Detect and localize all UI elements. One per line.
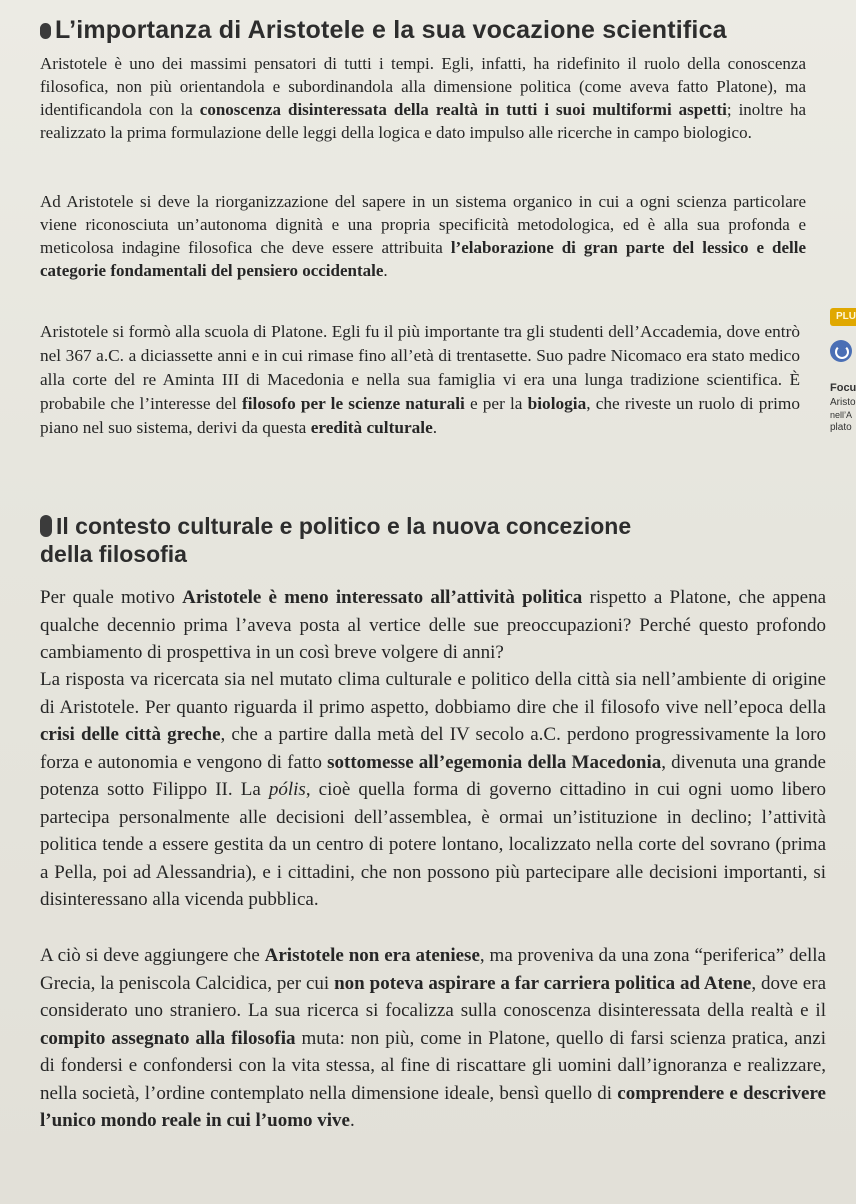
sidebar-focus-label: Focu [830,382,856,394]
text-run: , divenuta una grande potenza sotto Filippo II. La [40,751,826,800]
sidebar-line: Aristo [830,397,856,408]
text-run: Per quale motivo [40,587,183,608]
text-run: , dove era considerato uno straniero. La sua ricerca si focalizza sulla conoscenza disinteressata della realtà e il [40,972,826,1021]
bold-run: filosofo per le scienze naturali [241,394,465,413]
paragraph-origin [40,942,826,1135]
bold-run: l’elaborazione di gran parte del lessico e delle categorie fondamentali del pensiero occidentale [40,238,806,280]
sidebar-margin-note [820,300,856,520]
bold-run: biologia [527,394,587,413]
plus-badge: PLU [830,308,856,326]
section-title-text: L’importanza di Aristotele e la sua vocazione scientifica [55,16,727,44]
bold-run: sottomesse all’egemonia della Macedonia [327,751,662,773]
sidebar-line: nell’A [830,410,853,420]
text-run: , che riveste un ruolo di primo piano nel suo sistema, derivi da questa [40,394,800,437]
text-run: , che a partire dalla metà del IV secolo a.C. perdono progressivamente la loro forza e autonomia e vengono di fatto [40,724,826,773]
text-run: , cioè quella forma di governo cittadino in cui ogni uomo libero partecipa personalmente alle decisioni dell’assemblea, è ormai un’istituzione in declino; l’attività politica tende a essere gestita da un centro di potere lontano, localizzato nella corte del sovrano (prima a Pella, poi ad Alessandria), e i cittadini, che non possono più partecipare alle decisioni importanti, si disinteressano alla vicenda pubblica. [40,779,826,910]
bold-run: non poteva aspirare a far carriera politica ad Atene [334,972,752,994]
text-run: Aristotele si formò alla scuola di Platone. Egli fu il più importante tra gli studenti dell’Accademia, dove entrò nel 367 a.C. a diciassette anni e in cui rimase fino all’età di trentasette. Suo padre Nicomaco era stato medico alla corte del re Aminta III di Macedonia e nella sua famiglia vi era una lunga tradizione scientifica. È probabile che l’interesse del [40,322,800,413]
text-run: La risposta va ricercata sia nel mutato clima culturale e politico della città sia nell’ambiente di origine di Aristotele. Per quanto riguarda il primo aspetto, dobbiamo dire che il filosofo vive nell’epoca della [40,669,826,718]
section-title-line1: Il contesto culturale e politico e la nuova concezione [56,513,632,539]
text-run: e per la [464,394,528,413]
bold-run: eredità culturale [310,418,433,437]
text-run: A ciò si deve aggiungere che [40,945,265,966]
text-run: Ad Aristotele si deve la riorganizzazione del sapere in un sistema organico in cui a ogni scienza particolare viene riconosciuta un’autonoma dignità e una propria specificità metodologica, ed è alla sua profonda e meticolosa indagine filosofica che deve essere attribuita [40,192,806,257]
text-run: . [383,261,388,280]
text-run: . [349,1110,355,1131]
bold-run: conoscenza disinteressata della realtà in tutti i suoi multiformi aspetti [199,100,727,119]
text-run: Aristotele è uno dei massimi pensatori di tutti i tempi. Egli, infatti, ha ridefinito il ruolo della conoscenza filosofica, non più orientandola e subordinandola alla dimensione politica (come aveva fatto Platone), ma identificandola con la [40,54,806,119]
paragraph-organization [40,190,806,282]
paragraph-question [40,584,826,667]
text-run: muta: non più, come in Platone, quello di farsi scienza pratica, anzi di fondersi e confondersi con la vita stessa, al fine di riscattare gli uomini dall’ignoranza e realizzare, nella società, l’ordine contemplato nella dimensione ideale, bensì quello di [40,1027,826,1104]
paragraph-answer [40,666,826,914]
bold-run: Aristotele non era ateniese [264,945,480,966]
paragraph-formation [40,320,800,440]
bold-run: crisi delle città greche [40,724,221,745]
section-title-context [40,512,740,568]
bold-run: comprendere e descrivere l’unico mondo reale in cui l’uomo vive [40,1082,826,1131]
section-title-line2: della filosofia [40,541,187,567]
refresh-icon [830,340,852,362]
text-run: rispetto a Platone, che appena qualche decennio prima l’aveva posta al vertice delle sue preoccupazioni? Perché questo profondo cambiamento di prospettiva in un così breve volgere di anni? [40,587,827,663]
italic-run: pólis [268,779,306,800]
text-run: ; inoltre ha realizzato la prima formulazione delle leggi della logica e dato impulso alle ricerche in campo biologico. [40,100,806,142]
text-run: , ma proveniva da una zona “periferica” della Grecia, la peniscola Calcidica, per cui [40,945,826,994]
bullet-icon [40,515,52,537]
sidebar-line: plato [830,422,852,433]
text-run: . [432,418,438,437]
bold-run: compito assegnato alla filosofia [40,1027,296,1049]
section-title-importance [40,16,840,45]
bold-run: Aristotele è meno interessato all’attività politica [182,587,583,608]
bullet-icon [40,23,51,39]
paragraph-intro [40,52,806,144]
